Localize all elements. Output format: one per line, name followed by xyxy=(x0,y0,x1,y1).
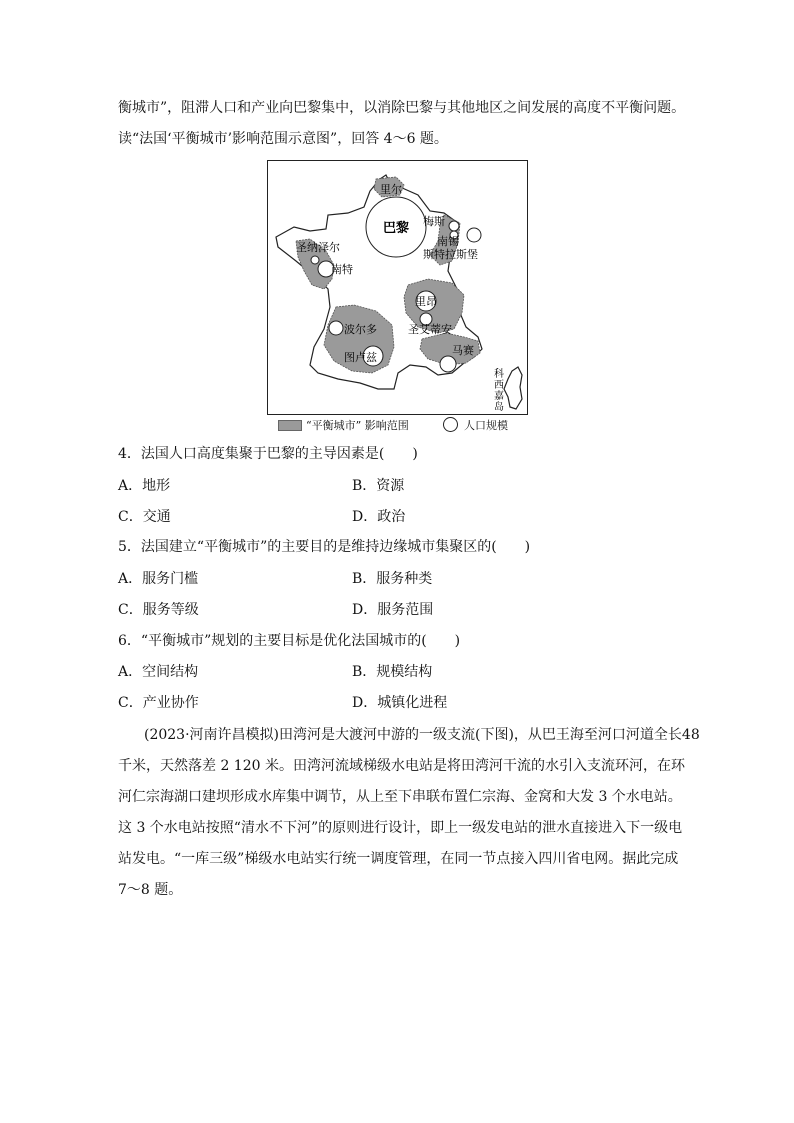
corsica-label-2: 西 xyxy=(494,380,504,391)
question-6-stem: 6．“平衡城市”规划的主要目标是优化法国城市的( ) xyxy=(118,633,461,649)
legend-population-label: 人口规模 xyxy=(464,419,508,432)
metz-circle xyxy=(449,221,459,231)
nancy-label: 南锡 xyxy=(437,235,459,248)
nantes-label: 南特 xyxy=(331,263,353,276)
lyon-label: 里昂 xyxy=(415,295,437,308)
marseille-label: 马赛 xyxy=(452,344,474,357)
question-4-option-d: D．政治 xyxy=(352,509,406,525)
question-5-option-d: D．服务范围 xyxy=(352,602,434,618)
question-5-option-b: B．服务种类 xyxy=(352,571,433,587)
passage-line-3: 河仁宗海湖口建坝形成水库集中调节，从上至下串联布置仁宗海、金窝和大发 3 个水电站。 xyxy=(118,789,682,805)
corsica-label-1: 科 xyxy=(494,369,504,380)
strasbourg-circle xyxy=(467,228,481,242)
question-4-option-b: B．资源 xyxy=(352,478,405,494)
question-5-option-c: C．服务等级 xyxy=(118,602,199,618)
question-6-option-b: B．规模结构 xyxy=(352,664,433,680)
saint-nazaire-circle xyxy=(311,256,319,264)
intro-line-1: 衡城市”，阻滞人口和产业向巴黎集中，以消除巴黎与其他地区之间发展的高度不平衡问题。 xyxy=(118,100,686,116)
passage-line-4: 这 3 个水电站按照“清水不下河”的原则进行设计，即上一级发电站的泄水直接进入下一级电 xyxy=(118,820,683,836)
question-6-option-a: A．空间结构 xyxy=(118,664,199,680)
question-4-option-c: C．交通 xyxy=(118,509,171,525)
bordeaux-circle xyxy=(329,321,343,335)
metz-label: 梅斯 xyxy=(423,215,445,228)
question-5-option-a: A．服务门槛 xyxy=(118,571,199,587)
saint-nazaire-label: 圣纳泽尔 xyxy=(296,241,340,254)
corsica-outline xyxy=(504,367,522,409)
lille-label: 里尔 xyxy=(380,183,402,196)
legend-population-circle-icon xyxy=(443,417,458,432)
marseille-circle xyxy=(440,356,456,372)
passage-line-1: (2023·河南许昌模拟)田湾河是大渡河中游的一级支流(下图)，从巴王海至河口河道全长48 xyxy=(144,727,700,743)
corsica-label-3: 嘉 xyxy=(494,391,504,402)
corsica-label-4: 岛 xyxy=(494,402,504,413)
question-4-option-a: A．地形 xyxy=(118,478,171,494)
intro-line-2: 读“法国‘平衡城市’影响范围示意图”，回答 4～6 题。 xyxy=(118,131,448,147)
question-6-option-d: D．城镇化进程 xyxy=(352,695,448,711)
question-6-option-c: C．产业协作 xyxy=(118,695,199,711)
passage-line-5: 站发电。“一库三级”梯级水电站实行统一调度管理，在同一节点接入四川省电网。据此完成 xyxy=(118,851,679,867)
toulouse-label: 图卢兹 xyxy=(344,351,377,364)
bordeaux-label: 波尔多 xyxy=(344,323,377,336)
france-map xyxy=(268,161,527,414)
paris-label: 巴黎 xyxy=(383,221,410,236)
strasbourg-label: 斯特拉斯堡 xyxy=(423,248,478,261)
legend-region-label: “平衡城市” 影响范围 xyxy=(306,419,409,432)
legend-region-swatch xyxy=(278,420,302,431)
question-5-stem: 5．法国建立“平衡城市”的主要目的是维持边缘城市集聚区的( ) xyxy=(118,539,531,555)
question-4-stem: 4．法国人口高度集聚于巴黎的主导因素是( ) xyxy=(118,446,418,462)
passage-line-2: 千米，天然落差 2 120 米。田湾河流域梯级水电站是将田湾河干流的水引入支流环河，在环 xyxy=(118,758,685,774)
saint-etienne-label: 圣艾蒂安 xyxy=(408,323,452,336)
passage-line-6: 7～8 题。 xyxy=(118,882,183,898)
france-map-figure xyxy=(267,160,528,415)
